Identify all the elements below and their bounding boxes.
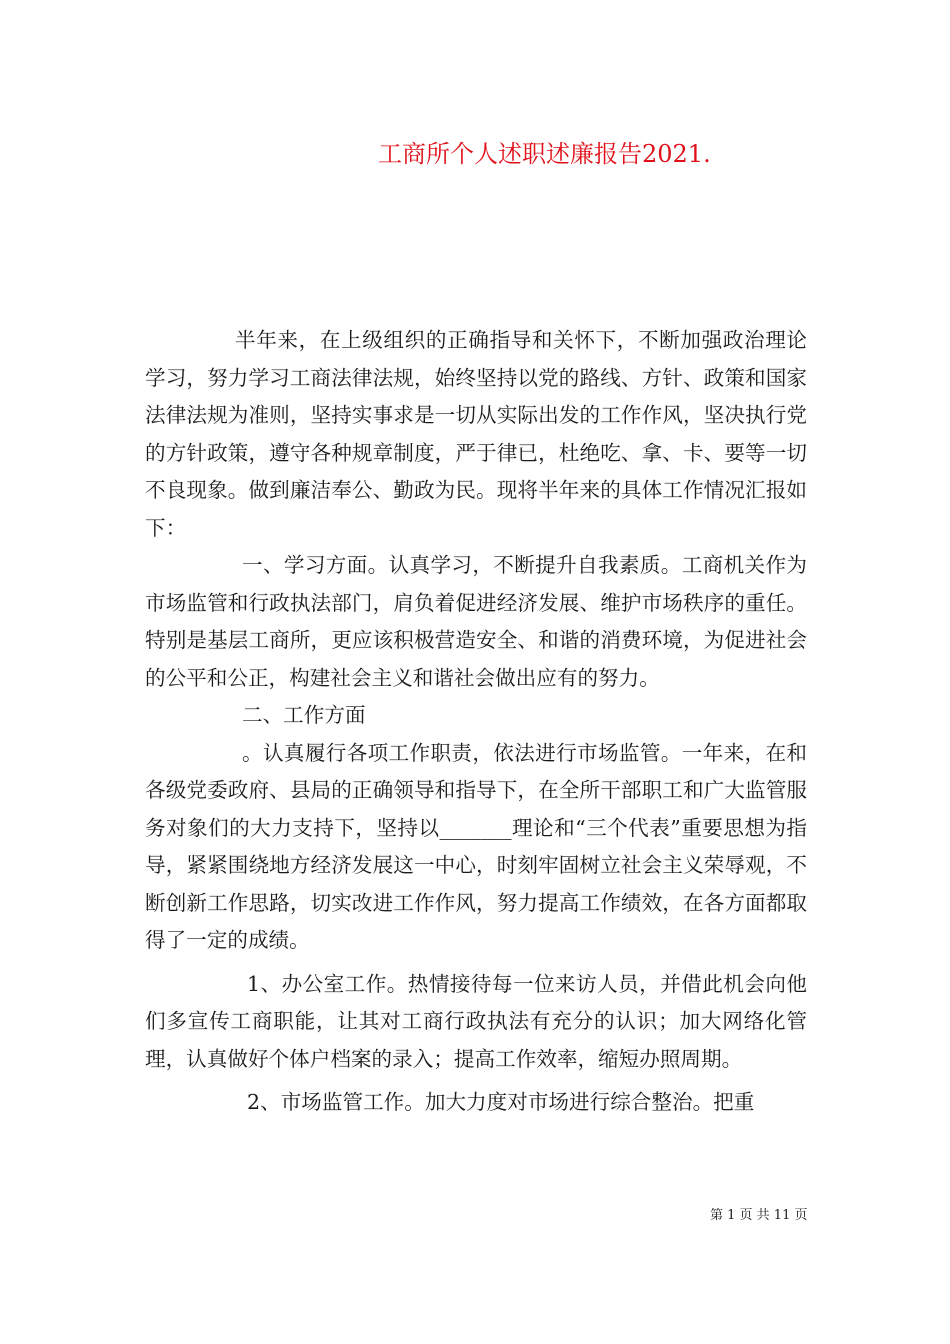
paragraph-office-work: 1、办公室工作。热情接待每一位来访人员，并借此机会向他们多宣传工商职能，让其对工商行政执法有充分的认识；加大网络化管理，认真做好个体户档案的录入；提高工作效率，缩短办照周期。: [145, 971, 807, 1071]
paragraph-study: 一、学习方面。认真学习，不断提升自我素质。工商机关作为市场监管和行政执法部门，肩负着促进经济发展、维护市场秩序的重任。特别是基层工商所，更应该积极营造安全、和谐的消费环境，为促进社会的公平和公正，构建社会主义和谐社会做出应有的努力。: [145, 553, 807, 690]
paragraph-intro: 半年来，在上级组织的正确指导和关怀下，不断加强政治理论学习，努力学习工商法律法规，始终坚持以党的路线、方针、政策和国家法律法规为准则，坚持实事求是一切从实际出发的工作作风，坚决执行党的方针政策，遵守各种规章制度，严于律已，杜绝吃、拿、卡、要等一切不良现象。做到廉洁奉公、勤政为民。现将半年来的具体工作情况汇报如下：: [145, 328, 807, 540]
paragraph-work-heading: 二、工作方面: [242, 703, 366, 727]
document-body: [145, 322, 807, 1122]
paragraph-work-body: 。认真履行各项工作职责，依法进行市场监管。一年来，在和各级党委政府、县局的正确领导和指导下，在全所干部职工和广大监管服务对象们的大力支持下，坚持以_______理论和“三个代表”重要思想为指导，紧紧围绕地方经济发展这一中心，时刻牢固树立社会主义荣辱观，不断创新工作思路，切实改进工作作风，努力提高工作绩效，在各方面都取得了一定的成绩。: [145, 740, 807, 952]
paragraph-market-supervision: 2、市场监管工作。加大力度对市场进行综合整治。把重: [247, 1090, 755, 1114]
document-title: 工商所个人述职述廉报告2021.: [378, 140, 711, 168]
page-number-footer: 第 1 页 共 11 页: [710, 1208, 808, 1223]
